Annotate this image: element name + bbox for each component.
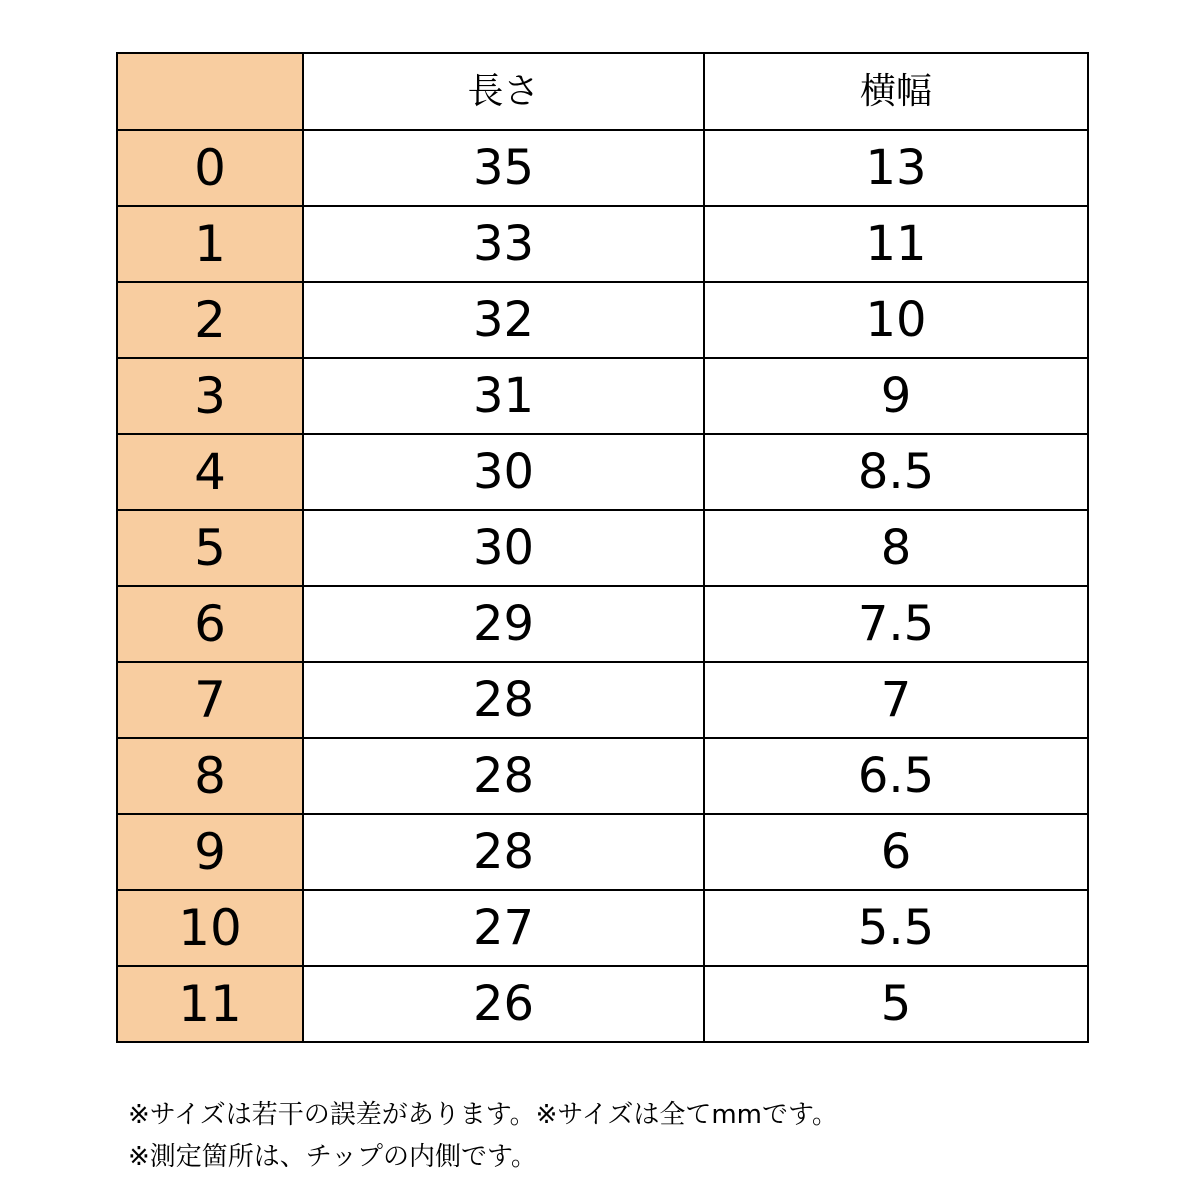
size-cell: 7 (117, 662, 303, 738)
width-cell: 8.5 (704, 434, 1088, 510)
width-cell: 6.5 (704, 738, 1088, 814)
table-row (117, 738, 1088, 814)
length-cell: 33 (303, 206, 704, 282)
size-cell: 9 (117, 814, 303, 890)
size-cell: 2 (117, 282, 303, 358)
table-row (117, 662, 1088, 738)
width-cell: 10 (704, 282, 1088, 358)
size-cell: 1 (117, 206, 303, 282)
header-index-cell (117, 53, 303, 130)
length-cell: 35 (303, 130, 704, 206)
header-width-cell: 横幅 (704, 53, 1088, 130)
length-cell: 28 (303, 662, 704, 738)
table-row (117, 130, 1088, 206)
size-table-body (117, 53, 1088, 1042)
length-cell: 28 (303, 738, 704, 814)
table-row (117, 814, 1088, 890)
table-header-row (117, 53, 1088, 130)
length-cell: 31 (303, 358, 704, 434)
table-row (117, 206, 1088, 282)
size-cell: 10 (117, 890, 303, 966)
size-table (116, 52, 1089, 1043)
note-line-tolerance: ※サイズは若干の誤差があります。※サイズは全てmmです。 (128, 1100, 838, 1130)
width-cell: 5 (704, 966, 1088, 1042)
table-row (117, 358, 1088, 434)
width-cell: 5.5 (704, 890, 1088, 966)
length-cell: 32 (303, 282, 704, 358)
size-cell: 4 (117, 434, 303, 510)
header-length-cell: 長さ (303, 53, 704, 130)
table-row (117, 890, 1088, 966)
length-cell: 30 (303, 510, 704, 586)
table-row (117, 966, 1088, 1042)
length-cell: 28 (303, 814, 704, 890)
width-cell: 8 (704, 510, 1088, 586)
table-row (117, 586, 1088, 662)
length-cell: 26 (303, 966, 704, 1042)
size-cell: 3 (117, 358, 303, 434)
note-line-measurement: ※測定箇所は、チップの内側です。 (128, 1142, 537, 1172)
length-cell: 30 (303, 434, 704, 510)
size-cell: 11 (117, 966, 303, 1042)
width-cell: 7.5 (704, 586, 1088, 662)
length-cell: 27 (303, 890, 704, 966)
size-cell: 8 (117, 738, 303, 814)
size-cell: 6 (117, 586, 303, 662)
width-cell: 13 (704, 130, 1088, 206)
table-row (117, 510, 1088, 586)
table-row (117, 434, 1088, 510)
size-cell: 5 (117, 510, 303, 586)
width-cell: 9 (704, 358, 1088, 434)
size-cell: 0 (117, 130, 303, 206)
length-cell: 29 (303, 586, 704, 662)
width-cell: 7 (704, 662, 1088, 738)
table-row (117, 282, 1088, 358)
width-cell: 6 (704, 814, 1088, 890)
width-cell: 11 (704, 206, 1088, 282)
notes (128, 1094, 1128, 1178)
